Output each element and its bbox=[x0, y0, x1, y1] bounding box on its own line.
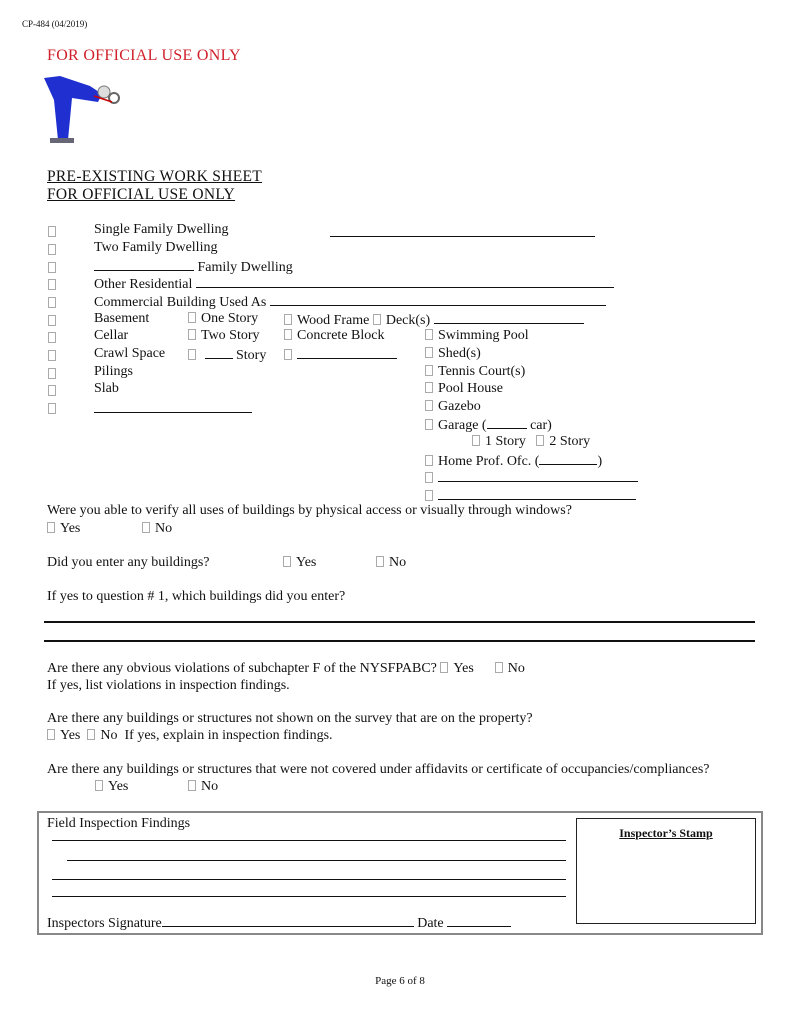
label-no: No bbox=[155, 521, 173, 536]
date-field[interactable] bbox=[447, 914, 511, 927]
form-code: CP-484 (04/2019) bbox=[22, 19, 88, 29]
label-slab: Slab bbox=[94, 381, 119, 396]
checkbox-tennis-courts[interactable] bbox=[425, 365, 433, 376]
checkbox-wood-frame[interactable] bbox=[284, 314, 292, 325]
other-residential-field[interactable] bbox=[196, 275, 614, 288]
checkbox-enter-no[interactable] bbox=[376, 556, 384, 567]
findings-line-4[interactable] bbox=[52, 896, 566, 897]
checkbox-concrete-block[interactable] bbox=[284, 329, 292, 340]
label-yes: Yes bbox=[60, 521, 81, 536]
label-tennis-courts: Tennis Court(s) bbox=[438, 364, 526, 379]
other-foundation-field[interactable] bbox=[94, 400, 252, 413]
label-swimming-pool: Swimming Pool bbox=[438, 328, 529, 343]
checkbox-other-construction[interactable] bbox=[284, 349, 292, 360]
findings-line-2[interactable] bbox=[67, 860, 566, 861]
checkbox-custom-family[interactable] bbox=[48, 262, 56, 273]
label-sheds: Shed(s) bbox=[438, 346, 481, 361]
label-yes: Yes bbox=[296, 555, 317, 570]
answer-line-1[interactable] bbox=[44, 621, 755, 623]
checkbox-verify-yes[interactable] bbox=[47, 522, 55, 533]
label-garage-2-story: 2 Story bbox=[549, 434, 591, 449]
checkbox-garage-2-story[interactable] bbox=[536, 435, 544, 446]
home-office-field[interactable] bbox=[539, 452, 597, 465]
other-structure-field-1[interactable] bbox=[438, 469, 638, 482]
label-decks: Deck(s) bbox=[385, 313, 431, 328]
date-label: Date bbox=[417, 916, 444, 931]
checkbox-two-family[interactable] bbox=[48, 244, 56, 255]
checkbox-gazebo[interactable] bbox=[425, 400, 433, 411]
label-car: car) bbox=[530, 418, 552, 433]
findings-line-3[interactable] bbox=[52, 879, 566, 880]
checkbox-violations-yes[interactable] bbox=[440, 662, 448, 673]
question-not-on-survey: Are there any buildings or structures not shown on the survey that are on the property? bbox=[47, 711, 533, 726]
question-affidavits: Are there any buildings or structures that were not covered under affidavits or certificate of occupancies/compliances? bbox=[47, 762, 710, 777]
checkbox-cellar[interactable] bbox=[48, 332, 56, 343]
checkbox-other-2[interactable] bbox=[425, 490, 433, 501]
label-other-residential: Other Residential bbox=[94, 277, 193, 292]
checkbox-swimming-pool[interactable] bbox=[425, 329, 433, 340]
answer-line-2[interactable] bbox=[44, 640, 755, 642]
violations-note: If yes, list violations in inspection findings. bbox=[47, 678, 290, 693]
label-yes: Yes bbox=[108, 779, 129, 794]
checkbox-affidavits-yes[interactable] bbox=[95, 780, 103, 791]
label-garage-1-story: 1 Story bbox=[485, 434, 526, 449]
label-no: No bbox=[389, 555, 407, 570]
label-one-story: One Story bbox=[201, 311, 259, 326]
inspector-illustration bbox=[40, 74, 120, 150]
signature-field[interactable] bbox=[162, 914, 414, 927]
commercial-use-field[interactable] bbox=[270, 293, 606, 306]
checkbox-pilings[interactable] bbox=[48, 368, 56, 379]
findings-line-1[interactable] bbox=[52, 840, 566, 841]
signature-label: Inspectors Signature bbox=[47, 916, 162, 931]
other-structure-field-2[interactable] bbox=[438, 487, 636, 500]
title-line-1: PRE-EXISTING WORK SHEET bbox=[47, 168, 262, 185]
checkbox-pool-house[interactable] bbox=[425, 382, 433, 393]
story-count-field[interactable] bbox=[205, 346, 233, 359]
official-banner: FOR OFFICIAL USE ONLY bbox=[47, 47, 241, 64]
label-concrete-block: Concrete Block bbox=[297, 328, 385, 343]
checkbox-home-office[interactable] bbox=[425, 455, 433, 466]
checkbox-commercial[interactable] bbox=[48, 297, 56, 308]
label-story: Story bbox=[236, 348, 267, 363]
checkbox-survey-yes[interactable] bbox=[47, 729, 55, 740]
label-paren: ) bbox=[597, 454, 603, 469]
label-yes: Yes bbox=[453, 661, 474, 676]
label-single-family: Single Family Dwelling bbox=[94, 222, 229, 237]
blank-field[interactable] bbox=[330, 224, 595, 237]
checkbox-enter-yes[interactable] bbox=[283, 556, 291, 567]
checkbox-other-foundation[interactable] bbox=[48, 403, 56, 414]
other-construction-field[interactable] bbox=[297, 346, 397, 359]
question-verify: Were you able to verify all uses of buildings by physical access or visually through windows? bbox=[47, 503, 572, 518]
checkbox-violations-no[interactable] bbox=[495, 662, 503, 673]
label-no: No bbox=[100, 728, 118, 743]
label-basement: Basement bbox=[94, 311, 150, 326]
checkbox-sheds[interactable] bbox=[425, 347, 433, 358]
garage-car-count-field[interactable] bbox=[487, 416, 527, 429]
checkbox-other-1[interactable] bbox=[425, 472, 433, 483]
label-pilings: Pilings bbox=[94, 364, 133, 379]
label-cellar: Cellar bbox=[94, 328, 129, 343]
title-line-2: FOR OFFICIAL USE ONLY bbox=[47, 186, 236, 203]
checkbox-crawl-space[interactable] bbox=[48, 350, 56, 361]
label-home-office: Home Prof. Ofc. ( bbox=[438, 454, 540, 469]
decks-field[interactable] bbox=[434, 311, 584, 324]
findings-label: Field Inspection Findings bbox=[47, 816, 191, 831]
label-garage: Garage ( bbox=[438, 418, 487, 433]
label-gazebo: Gazebo bbox=[438, 399, 481, 414]
label-commercial: Commercial Building Used As bbox=[94, 295, 267, 310]
checkbox-decks[interactable] bbox=[373, 314, 381, 325]
question-enter: Did you enter any buildings? bbox=[47, 555, 210, 570]
checkbox-slab[interactable] bbox=[48, 385, 56, 396]
checkbox-one-story[interactable] bbox=[188, 312, 196, 323]
label-crawl-space: Crawl Space bbox=[94, 346, 166, 361]
checkbox-two-story[interactable] bbox=[188, 329, 196, 340]
checkbox-garage-1-story[interactable] bbox=[472, 435, 480, 446]
label-two-story: Two Story bbox=[201, 328, 260, 343]
checkbox-basement[interactable] bbox=[48, 315, 56, 326]
survey-note: If yes, explain in inspection findings. bbox=[124, 728, 333, 743]
checkbox-survey-no[interactable] bbox=[87, 729, 95, 740]
stamp-label: Inspector’s Stamp bbox=[619, 826, 713, 840]
question-which-buildings: If yes to question # 1, which buildings did you enter? bbox=[47, 589, 346, 604]
checkbox-single-family[interactable] bbox=[48, 226, 56, 237]
checkbox-verify-no[interactable] bbox=[142, 522, 150, 533]
label-no: No bbox=[507, 661, 525, 676]
label-two-family: Two Family Dwelling bbox=[94, 240, 218, 255]
page-number: Page 6 of 8 bbox=[375, 975, 425, 987]
label-wood-frame: Wood Frame bbox=[297, 313, 370, 328]
checkbox-n-story[interactable] bbox=[188, 349, 196, 360]
checkbox-other-residential[interactable] bbox=[48, 279, 56, 290]
family-count-field[interactable] bbox=[94, 258, 194, 271]
checkbox-garage[interactable] bbox=[425, 419, 433, 430]
label-pool-house: Pool House bbox=[438, 381, 503, 396]
checkbox-affidavits-no[interactable] bbox=[188, 780, 196, 791]
label-yes: Yes bbox=[60, 728, 81, 743]
label-family-dwelling: Family Dwelling bbox=[197, 260, 293, 275]
label-no: No bbox=[201, 779, 219, 794]
question-violations: Are there any obvious violations of subchapter F of the NYSFPABC? bbox=[47, 661, 437, 676]
